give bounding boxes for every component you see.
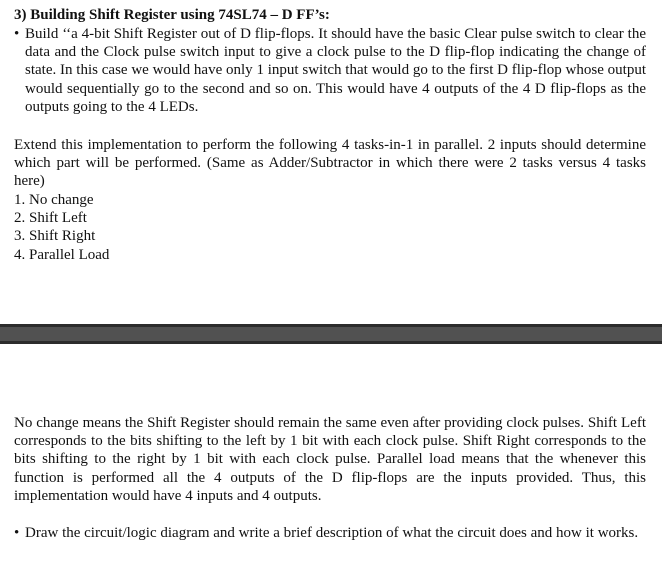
build-instruction-text: Build ‘‘a 4-bit Shift Register out of D flip-flops. It should have the basic Clear pulse switch to clear the data and the Clock pulse switch input to give a clock pulse to the D flip-flop indicating the change of state. In this case we would have only 1 input switch that would go to the first D flip-flop whose output would sequentially go to the second and so on. This would have 4 outputs of the 4 D flip-flops as the outputs going to the 4 LEDs.: [25, 26, 646, 115]
draw-instruction-text: Draw the circuit/logic diagram and write a brief description of what the circuit does and how it works.: [25, 525, 639, 541]
task-list: [14, 191, 646, 264]
draw-instruction: [14, 524, 646, 542]
task-item-parallel-load: 4. Parallel Load: [14, 246, 110, 263]
extend-paragraph: Extend this implementation to perform the following 4 tasks-in-1 in parallel. 2 inputs should determine which part will be performed. (Same as Adder/Subtractor in which there were 2 tasks versus 4 tasks here): [14, 137, 646, 190]
page-separator: [0, 324, 662, 344]
task-item-shift-left: 2. Shift Left: [14, 210, 87, 227]
bullet-icon: •: [14, 525, 20, 541]
task-item-no-change: 1. No change: [14, 192, 94, 208]
bullet-icon: •: [14, 26, 20, 42]
build-instruction: [14, 25, 646, 116]
section-heading: 3) Building Shift Register using 74SL74 – D FF’s:: [14, 7, 330, 23]
document-page-bottom: [0, 344, 662, 569]
description-paragraph: No change means the Shift Register should remain the same even after providing clock pulses. Shift Left corresponds to the bits shifting to the left by 1 bit with each clock pulse. Shift Right corresponds to the bits shifting to the right by 1 bit with each clock pulse. Parallel load means that the whenever this function is performed all the 4 outputs of the D flip-flops are the inputs provided. Thus, this implementation would have 4 inputs and 4 outputs.: [14, 415, 646, 504]
task-item-shift-right: 3. Shift Right: [14, 228, 96, 245]
